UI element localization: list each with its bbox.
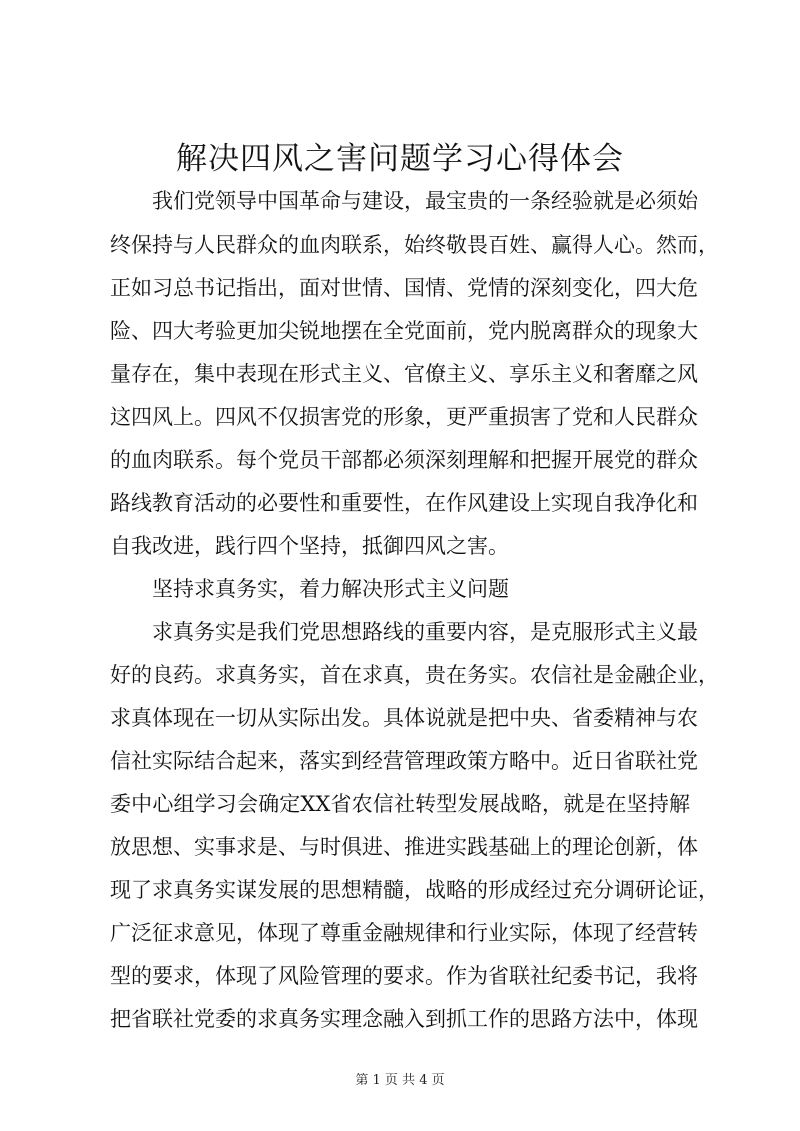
paragraph-line: 险、四大考验更加尖锐地摆在全党面前，党内脱离群众的现象大 — [110, 319, 698, 343]
paragraph-line: 现了求真务实谋发展的思想精髓，战略的形成经过充分调研论证， — [110, 878, 719, 902]
paragraph-line: 把省联社党委的求真务实理念融入到抓工作的思路方法中，体现 — [110, 1007, 698, 1031]
paragraph-line: 量存在，集中表现在形式主义、官僚主义、享乐主义和奢靡之风 — [110, 362, 698, 386]
paragraph-line: 委中心组学习会确定XX省农信社转型发展战略，就是在坚持解 — [110, 792, 690, 816]
paragraph-line: 自我改进，践行四个坚持，抵御四风之害。 — [110, 534, 509, 558]
paragraph-line: 正如习总书记指出，面对世情、国情、党情的深刻变化，四大危 — [110, 276, 698, 300]
paragraph-line: 的血肉联系。每个党员干部都必须深刻理解和把握开展党的群众 — [110, 448, 698, 472]
paragraph-line: 广泛征求意见，体现了尊重金融规律和行业实际，体现了经营转 — [110, 921, 698, 945]
paragraph-line: 我们党领导中国革命与建设，最宝贵的一条经验就是必须始 — [152, 189, 698, 213]
document-title: 解决四风之害问题学习心得体会 — [176, 141, 624, 177]
page-number-footer: 第 1 页 共 4 页 — [355, 1073, 445, 1088]
paragraph-line: 求真务实是我们党思想路线的重要内容，是克服形式主义最 — [152, 620, 698, 644]
paragraph-line: 好的良药。求真务实，首在求真，贵在务实。农信社是金融企业， — [110, 663, 719, 687]
section-heading: 坚持求真务实，着力解决形式主义问题 — [152, 577, 509, 601]
paragraph-line: 信社实际结合起来，落实到经营管理政策方略中。近日省联社党 — [110, 749, 698, 773]
paragraph-line: 路线教育活动的必要性和重要性，在作风建设上实现自我净化和 — [110, 491, 698, 515]
paragraph-line: 求真体现在一切从实际出发。具体说就是把中央、省委精神与农 — [110, 706, 698, 730]
paragraph-line: 终保持与人民群众的血肉联系，始终敬畏百姓、赢得人心。然而， — [110, 233, 719, 257]
paragraph-line: 型的要求，体现了风险管理的要求。作为省联社纪委书记，我将 — [110, 964, 698, 988]
paragraph-line: 放思想、实事求是、与时俱进、推进实践基础上的理论创新，体 — [110, 835, 698, 859]
paragraph-line: 这四风上。四风不仅损害党的形象，更严重损害了党和人民群众 — [110, 405, 698, 429]
